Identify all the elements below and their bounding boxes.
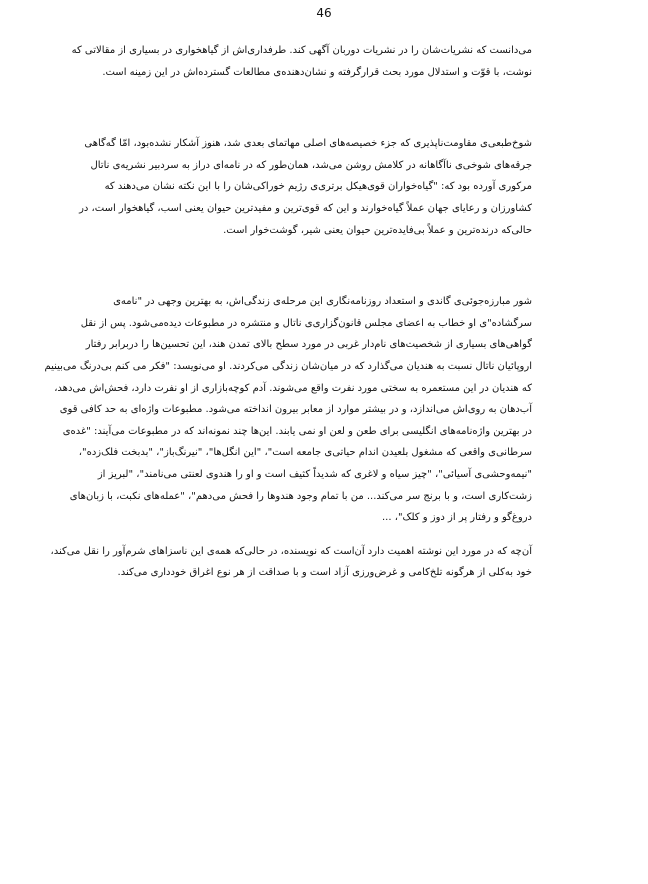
- text-line: کشاورزان و رعایای جهان عملاً گیاه‌خوارند و این که قوی‌ترین و مفیدترین حیوان یعنی اسب، گیاهخوار است، در: [79, 202, 532, 214]
- text-line: حالی‌که درنده‌ترین و عملاً بی‌فایده‌ترین حیوان یعنی شیر، گوشت‌خوار است.: [223, 224, 532, 236]
- paragraph-2: [79, 133, 532, 241]
- text-line: در بهترین واژه‌نامه‌های انگلیسی برای طعن و لعن او نمی یابند. این‌ها چند نمونه‌اند که در مطبوعات می‌آیند: "غده‌ی: [62, 425, 532, 437]
- text-line: اروپائیان ناتال نسبت به هندیان می‌گذارد که در میان‌شان زندگی می‌کردند. او می‌نویسد: "فکر می کنم بی‌درنگ می‌بینیم: [44, 360, 532, 372]
- text-line: جرقه‌های شوخی‌ی ناآگاهانه در کلامش روشن می‌شد، همان‌طور که در نامه‌ای دراز به سردبیر نشریه‌ی ناتال: [90, 159, 532, 171]
- paragraph-1: [71, 40, 532, 83]
- text-line: مرکوری آورده بود که: "گیاه‌خواران قوی‌هیکل برتری‌ی رژیم خوراکی‌شان را با این نکته نشان می‌دهند که: [104, 181, 532, 193]
- text-line: شوخ‌طبعی‌ی مقاومت‌ناپذیری که جزء خصیصه‌های اصلی مهاتمای بعدی شد، هنوز آشکار نشده‌بود، امّا گه‌گاهی: [84, 138, 532, 150]
- text-line: می‌دانست که نشریات‌شان را در نشریات دوربان آگهی کند. طرفداری‌اش از گیاهخواری در بسیاری از مقالاتی که: [71, 45, 532, 56]
- text-line: که هندیان در این مستعمره به سختی مورد نفرت واقع می‌شوند. آدم کوچه‌بازاری از او نفرت دارد، فحش‌اش می‌دهد،: [54, 382, 532, 394]
- text-line: گواهی‌های بسیاری از شخصیت‌های نام‌دار غربی در مورد سطح بالای تمدن هند، این تحسین‌ها را دربرابر رفتار: [85, 339, 532, 351]
- text-line: سرگشاده"ی او خطاب به اعضای مجلس قانون‌گزاری‌ی ناتال و منتشره در مطبوعات دیده‌می‌شود. پس از نقل: [80, 317, 532, 329]
- paragraph-4: [50, 541, 532, 584]
- text-line: خود به‌کلی از هرگونه تلخ‌کامی و غرض‌ورزی آزاد است و با صداقت از هر نوع اغراق خودداری می‌کند.: [117, 567, 532, 579]
- text-line: زشت‌کاری است، و با برنج سر می‌کند... من با تمام وجود هندوها را فحش می‌دهم"، "عمله‌های نکبت، با زبان‌های: [69, 490, 532, 502]
- text-line: شور مبارزه‌جوئی‌ی گاندی و استعداد روزنامه‌نگاری این مرحله‌ی زندگی‌اش، به بهترین وجهی در "نامه‌ی: [113, 296, 532, 308]
- text-line: سرطانی‌ی واقعی که مشغول بلعیدن اندام حیاتی‌ی جامعه است"، "این انگل‌ها"، "نیرنگ‌باز"، "بدبخت فلک‌زده"،: [78, 447, 532, 459]
- text-line: نوشت، با قوّت و استدلال مورد بحث قرار‌گرفته و نشان‌دهنده‌ی مطالعات گسترده‌اش در این زمینه است.: [102, 66, 532, 78]
- text-line: دروغ‌گو و رفتار پر از دوز و کلک"، ...: [382, 512, 532, 524]
- document-body: [44, 40, 532, 584]
- paragraph-3: [44, 291, 532, 529]
- page-number: 46: [316, 6, 332, 20]
- text-line: آب‌دهان به روی‌اش می‌اندازد، و در بیشتر موارد از معابر بیرون انداخته می‌شود. مطبوعات واژه‌ای به حد کافی قوی: [59, 404, 532, 416]
- text-line: آن‌چه که در مورد این نوشته اهمیت دارد آن‌است که نویسنده، در حالی‌که همه‌ی این ناسزاهای شرم‌آور را نقل می‌کند،: [50, 545, 532, 557]
- text-line: "نیمه‌وحشی‌ی آسیائی"، "چیز سیاه و لاغری که شدیداً کثیف است و او را هندوی لعنتی می‌نامند"، "لبریز از: [97, 468, 532, 480]
